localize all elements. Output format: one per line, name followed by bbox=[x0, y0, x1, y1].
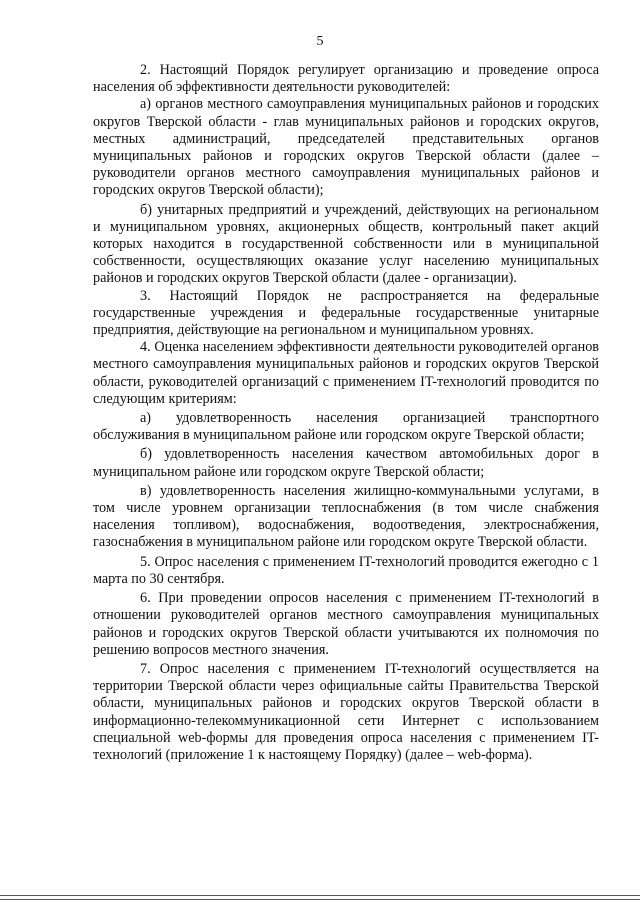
document-body bbox=[93, 62, 599, 764]
paragraph-4b: б) удовлетворенность населения качеством автомобильных дорог в муниципальном районе или городском округе Тверской области; bbox=[93, 446, 599, 480]
paragraph-4: 4. Оценка населением эффективности деятельности руководителей органов местного самоуправления муниципальных районов и городских округов Тверской области, руководителей организаций с применением IT-технологий проводится по следующим критериям: bbox=[93, 339, 599, 407]
paragraph-6: 6. При проведении опросов населения с применением IT-технологий в отношении руководителей органов местного самоуправления муниципальных районов и городских округов Тверской области учитываются их полномочия по решению вопросов местного значения. bbox=[93, 590, 599, 658]
scan-edge-line bbox=[0, 895, 640, 896]
paragraph-4c: в) удовлетворенность населения жилищно-коммунальными услугами, в том числе уровнем организации теплоснабжения (в том числе снабжения населения топливом), водоснабжения, водоотведения, электроснабжения, газоснабжения в муниципальном районе или городском округе Тверской области. bbox=[93, 482, 599, 551]
paragraph-5: 5. Опрос населения с применением IT-технологий проводится ежегодно с 1 марта по 30 сентября. bbox=[93, 553, 599, 587]
page-number: 5 bbox=[316, 34, 324, 49]
paragraph-4a: а) удовлетворенность населения организацией транспортного обслуживания в муниципальном районе или городском округе Тверской области; bbox=[93, 410, 599, 444]
paragraph-3: 3. Настоящий Порядок не распространяется на федеральные государственные учреждения и федеральные государственные унитарные предприятия, действующие на региональном и муниципальном уровнях. bbox=[93, 287, 599, 339]
paragraph-2a: а) органов местного самоуправления муниципальных районов и городских округов Тверской области - глав муниципальных районов и городских округов, местных администраций, председателей представительных органов муниципальных районов и городских округов Тверской области (далее – руководители органов местного самоуправления муниципальных районов и городских округов Тверской области); bbox=[93, 96, 599, 199]
paragraph-2b: б) унитарных предприятий и учреждений, действующих на региональном и муниципальном уровнях, акционерных обществ, контрольный пакет акций которых находится в государственной собственности или в муниципальной собственности, осуществляющих оказание услуг населению муниципальных районов и городских округов Тверской области (далее - организации). bbox=[93, 201, 599, 287]
paragraph-2: 2. Настоящий Порядок регулирует организацию и проведение опроса населения об эффективности деятельности руководителей: bbox=[93, 62, 599, 96]
scan-edge-line bbox=[0, 899, 640, 900]
paragraph-7: 7. Опрос населения с применением IT-технологий осуществляется на территории Тверской области через официальные сайты Правительства Тверской области, муниципальных районов и городских округов Тверской области в информационно-телекоммуникационной сети Интернет с использованием специальной web-формы для проведения опроса населения с применением IT-технологий (приложение 1 к настоящему Порядку) (далее – web-форма). bbox=[93, 660, 599, 763]
